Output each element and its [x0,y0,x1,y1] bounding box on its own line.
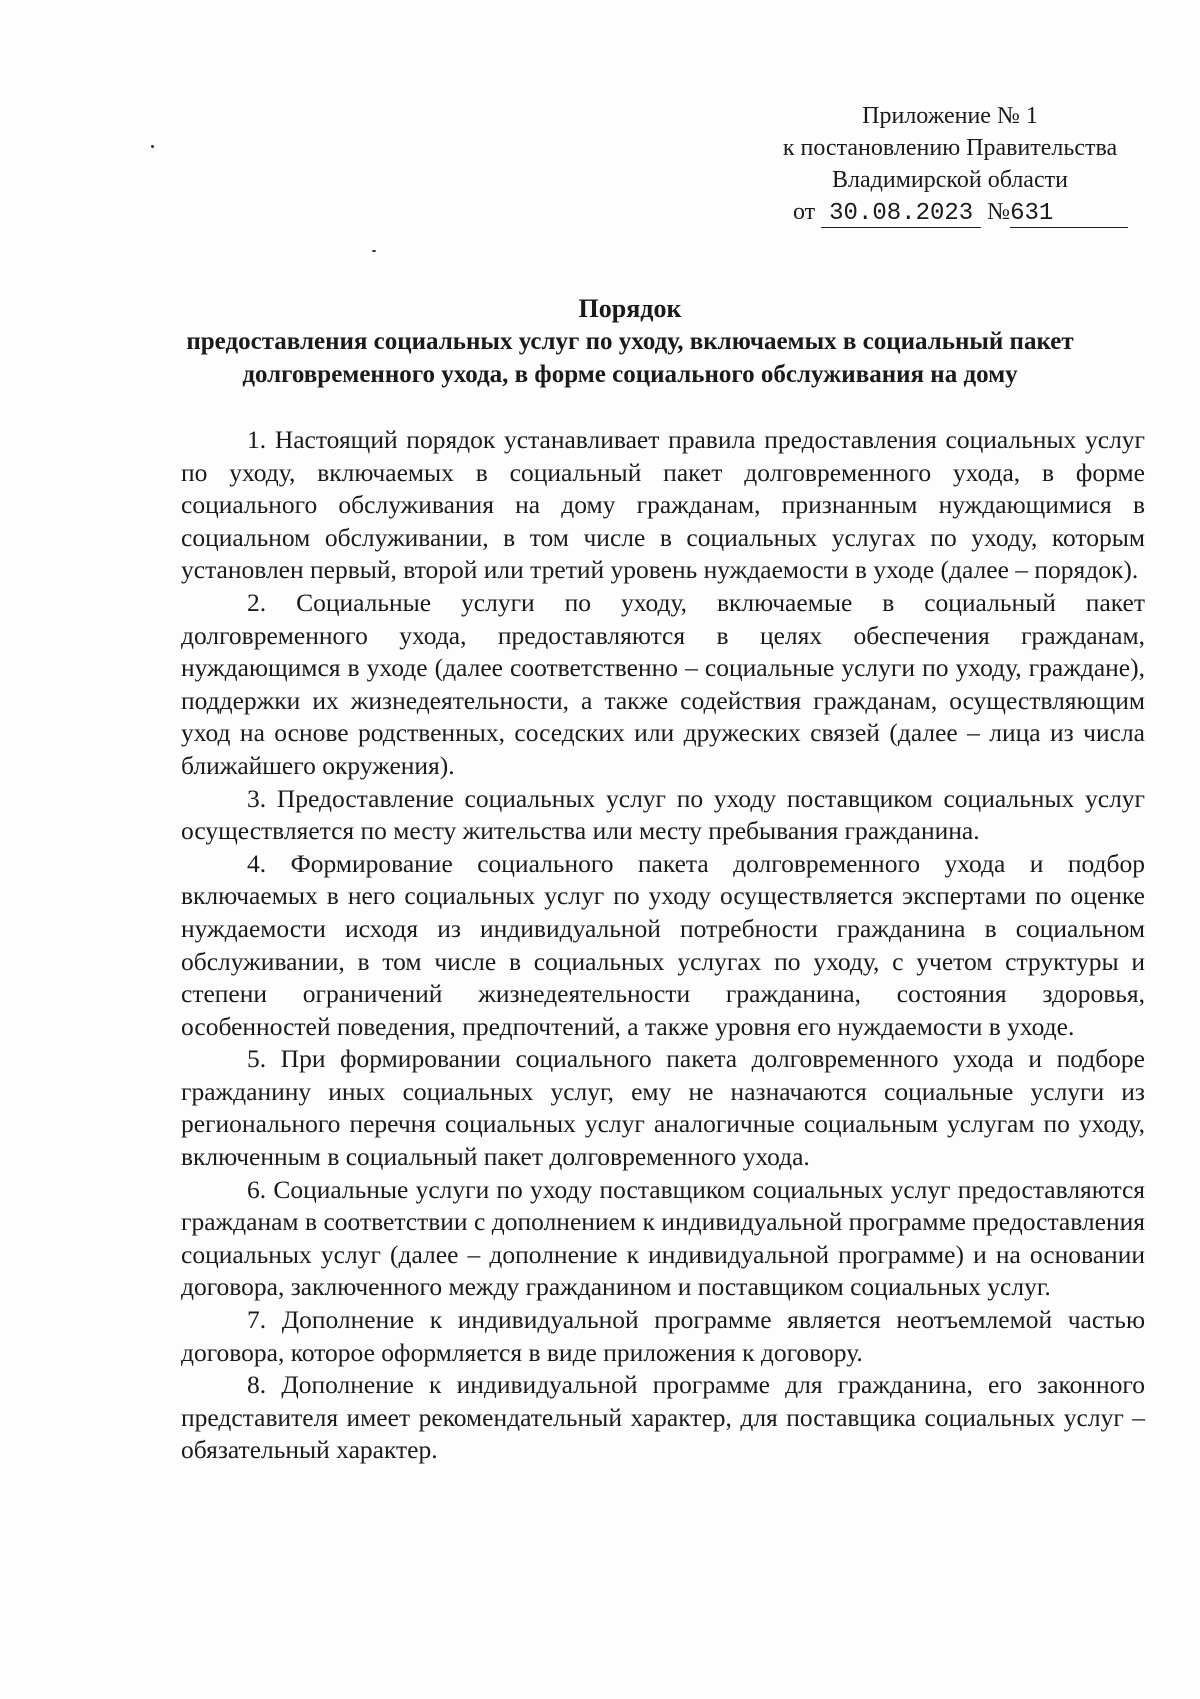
paragraph-4: 4. Формирование социального пакета долговременного ухода и подбор включаемых в него социальных услуг по уходу осуществляется экспертами по оценке нуждаемости исходя из индивидуальной потребности гражданина в социальном обслуживании, в том числе в социальных услугах по уходу, с учетом структуры и степени ограничений жизнедеятельности гражданина, состояния здоровья, особенностей поведения, предпочтений, а также уровня его нуждаемости в уходе. [181,848,1145,1041]
scan-speck [372,250,376,252]
document-body [181,424,1145,1467]
document-title [150,292,1110,391]
paragraph-3: 3. Предоставление социальных услуг по уходу поставщиком социальных услуг осуществляется по месту жительства или месту пребывания гражданина. [181,783,1145,846]
paragraph-2: 2. Социальные услуги по уходу, включаемые в социальный пакет долговременного ухода, предоставляются в целях обеспечения гражданам, нуждающимся в уходе (далее соответственно – социальные услуги по уходу, граждане), поддержки их жизнедеятельности, а также содействия гражданам, осуществляющим уход на основе родственных, соседских или дружеских связей (далее – лица из числа ближайшего окружения). [181,587,1145,780]
paragraph-1: 1. Настоящий порядок устанавливает правила предоставления социальных услуг по уходу, включаемых в социальный пакет долговременного ухода, в форме социального обслуживания на дому гражданам, признанным нуждающимися в социальном обслуживании, в том числе в социальных услугах по уходу, которым установлен первый, второй или третий уровень нуждаемости в уходе (далее – порядок). [181,425,1145,585]
page-subtitle: предоставления социальных услуг по уходу, включаемых в социальный пакет долговременного ухода, в форме социального обслуживания на дому [186,328,1074,388]
approval-date: 30.08.2023 [821,201,981,228]
approval-line-1: Приложение № 1 [862,103,1038,129]
approval-line-3: Владимирской области [832,167,1068,193]
approval-number: 631 [1010,201,1128,228]
page-title: Порядок [578,294,682,323]
paragraph-8: 8. Дополнение к индивидуальной программе для гражданина, его законного представителя имеет рекомендательный характер, для поставщика социальных услуг – обязательный характер. [181,1370,1145,1465]
number-sign: № [987,199,1011,225]
approval-stamp [770,100,1130,228]
paragraph-5: 5. При формировании социального пакета долговременного ухода и подборе гражданину иных социальных услуг, ему не назначаются социальные услуги из регионального перечня социальных услуг аналогичные социальным услугам по уходу, включенным в социальный пакет долговременного ухода. [181,1044,1145,1172]
paragraph-6: 6. Социальные услуги по уходу поставщиком социальных услуг предоставляются гражданам в соответствии с дополнением к индивидуальной программе предоставления социальных услуг (далее – дополнение к индивидуальной программе) и на основании договора, заключенного между гражданином и поставщиком социальных услуг. [181,1174,1145,1302]
approval-date-line [770,196,1130,228]
approval-line-2: к постановлению Правительства [782,135,1118,161]
paragraph-7: 7. Дополнение к индивидуальной программе является неотъемлемой частью договора, которое оформляется в виде приложения к договору. [181,1305,1145,1367]
scan-speck [151,145,154,148]
date-prefix: от [793,199,816,225]
